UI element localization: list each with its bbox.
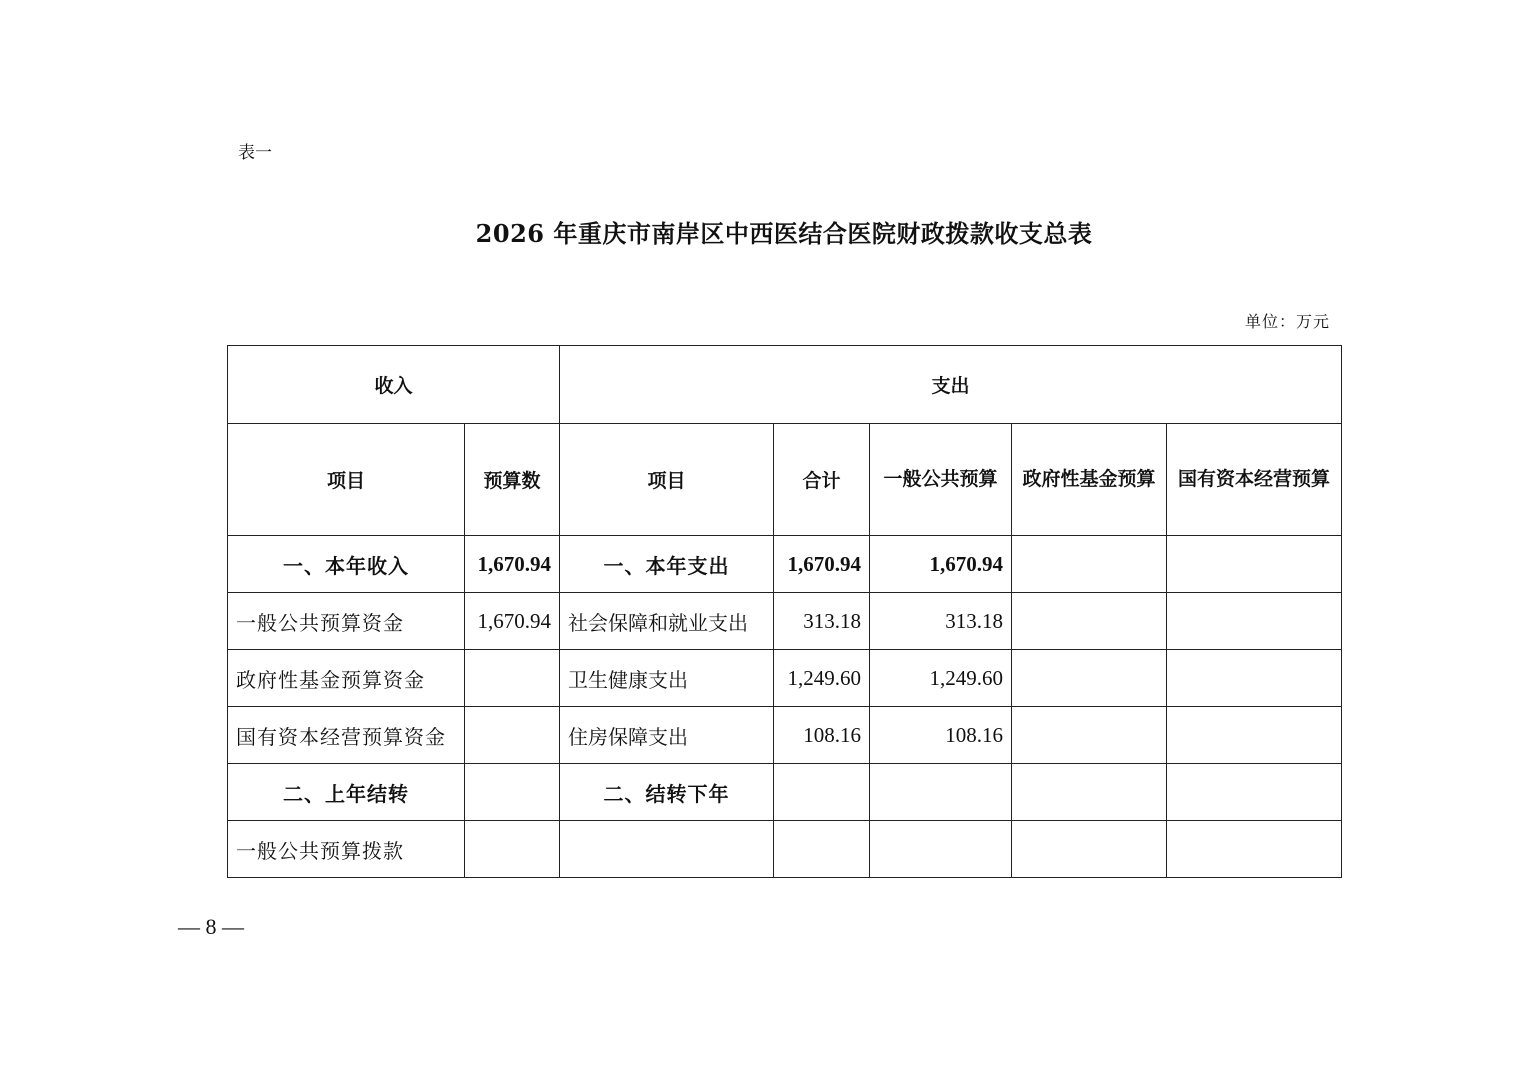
general-budget-cell: 1,670.94 (870, 536, 1012, 593)
total-cell: 1,249.60 (774, 650, 870, 707)
capital-budget-cell (1167, 536, 1342, 593)
table-label: 表一 (238, 143, 272, 163)
income-item-header: 项目 (228, 424, 465, 536)
income-amount-cell (465, 707, 560, 764)
income-amount-cell: 1,670.94 (465, 593, 560, 650)
general-budget-cell (870, 764, 1012, 821)
fund-budget-cell (1012, 821, 1167, 878)
capital-budget-cell (1167, 764, 1342, 821)
expense-item-cell: 卫生健康支出 (560, 650, 774, 707)
table-row (228, 764, 1342, 821)
fund-budget-cell (1012, 707, 1167, 764)
table-row (228, 536, 1342, 593)
income-amount-cell (465, 821, 560, 878)
budget-summary-table (227, 345, 1342, 878)
header-row-sub (228, 424, 1342, 536)
income-amount-cell: 1,670.94 (465, 536, 560, 593)
expense-item-cell (560, 821, 774, 878)
income-item-cell: 一、本年收入 (228, 536, 465, 593)
expense-item-cell: 社会保障和就业支出 (560, 593, 774, 650)
table-row (228, 593, 1342, 650)
total-cell (774, 821, 870, 878)
total-cell: 108.16 (774, 707, 870, 764)
document-title: 2026 年重庆市南岸区中西医结合医院财政拨款收支总表 (475, 219, 1093, 248)
general-public-budget-header: 一般公共预算 (870, 424, 1012, 536)
header-row-top (228, 346, 1342, 424)
state-capital-budget-header: 国有资本经营预算 (1167, 424, 1342, 536)
capital-budget-cell (1167, 650, 1342, 707)
expenditure-header: 支出 (560, 346, 1342, 424)
unit-label: 单位：万元 (1244, 312, 1330, 331)
fund-budget-cell (1012, 650, 1167, 707)
income-amount-cell (465, 764, 560, 821)
total-header: 合计 (774, 424, 870, 536)
income-item-cell: 国有资本经营预算资金 (228, 707, 465, 764)
expense-item-cell: 二、结转下年 (560, 764, 774, 821)
expense-item-cell: 住房保障支出 (560, 707, 774, 764)
table-row (228, 650, 1342, 707)
income-item-cell: 一般公共预算拨款 (228, 821, 465, 878)
table-row (228, 821, 1342, 878)
general-budget-cell: 108.16 (870, 707, 1012, 764)
total-cell: 1,670.94 (774, 536, 870, 593)
total-cell: 313.18 (774, 593, 870, 650)
general-budget-cell: 313.18 (870, 593, 1012, 650)
general-budget-cell: 1,249.60 (870, 650, 1012, 707)
fund-budget-cell (1012, 593, 1167, 650)
total-cell (774, 764, 870, 821)
table-row (228, 707, 1342, 764)
capital-budget-cell (1167, 707, 1342, 764)
expense-item-header: 项目 (560, 424, 774, 536)
fund-budget-cell (1012, 764, 1167, 821)
expense-item-cell: 一、本年支出 (560, 536, 774, 593)
income-item-cell: 二、上年结转 (228, 764, 465, 821)
income-item-cell: 一般公共预算资金 (228, 593, 465, 650)
capital-budget-cell (1167, 593, 1342, 650)
page-number: — 8 — (178, 914, 244, 939)
income-budget-header: 预算数 (465, 424, 560, 536)
capital-budget-cell (1167, 821, 1342, 878)
income-item-cell: 政府性基金预算资金 (228, 650, 465, 707)
fund-budget-cell (1012, 536, 1167, 593)
income-header: 收入 (228, 346, 560, 424)
income-amount-cell (465, 650, 560, 707)
government-fund-budget-header: 政府性基金预算 (1012, 424, 1167, 536)
general-budget-cell (870, 821, 1012, 878)
